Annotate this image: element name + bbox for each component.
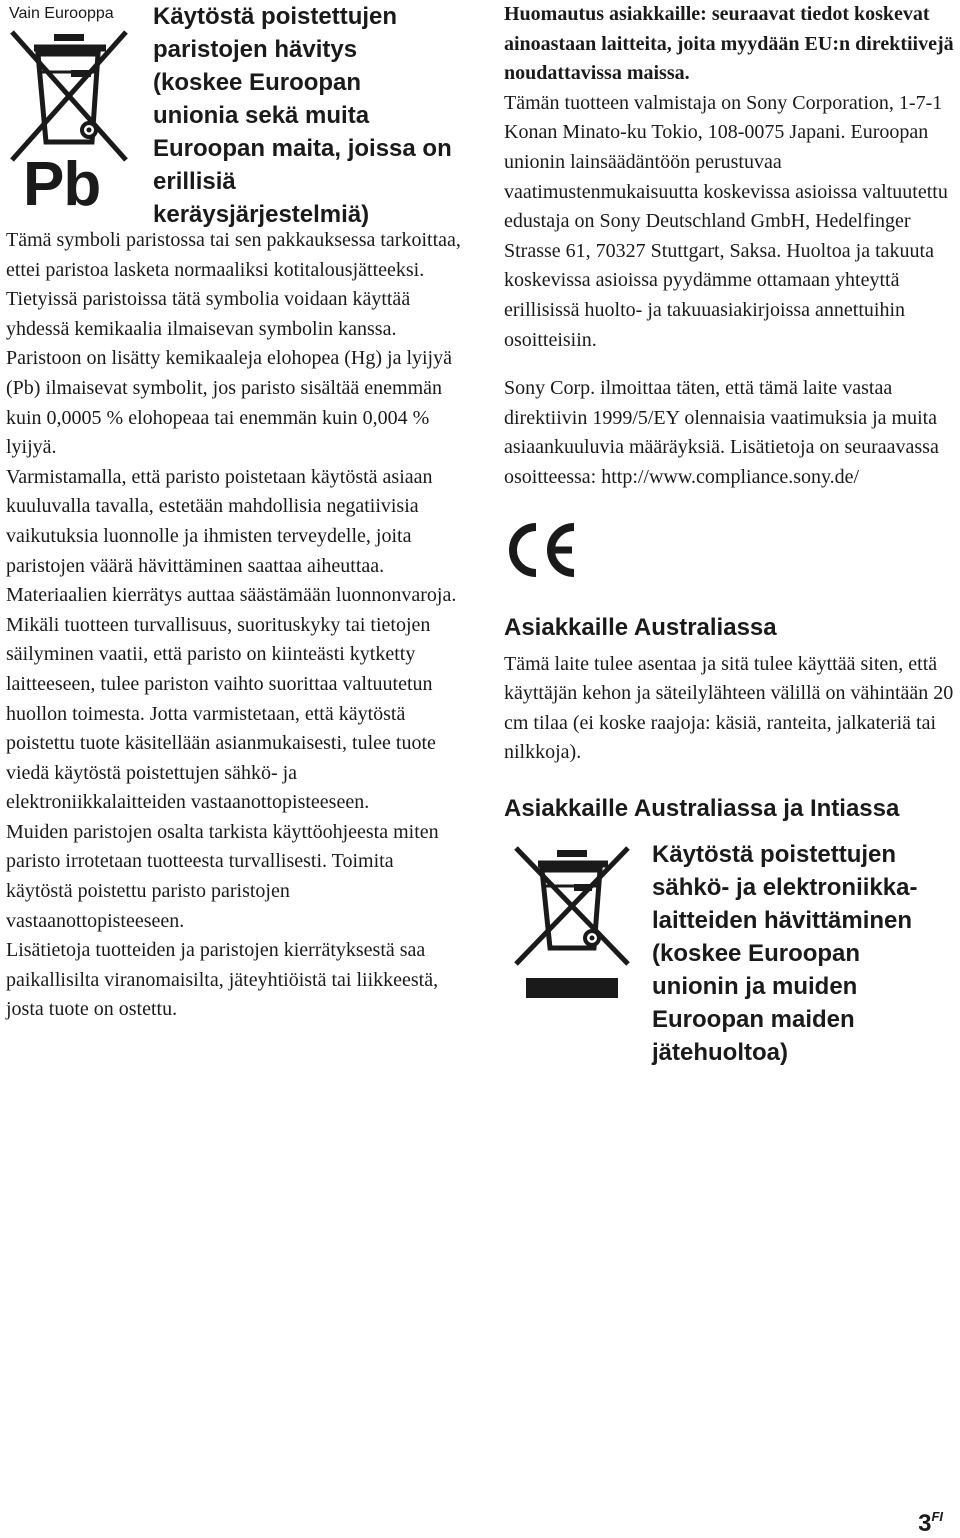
australia-india-heading: Asiakkaille Australiassa ja Intiassa <box>504 794 900 822</box>
eu-notice-heading: Huomautus asiakkaille: seuraavat tiedot koskevat ainoastaan laitteita, joita myydään EU:n direktiivejä noudattavissa maissa. <box>504 3 954 85</box>
paragraph: Tämä symboli paristossa tai sen pakkauksessa tarkoittaa, ettei paristoa lasketa normaaliksi kotitalousjätteeksi. <box>6 229 461 281</box>
australia-heading: Asiakkaille Australiassa <box>504 613 777 641</box>
declaration-text: Sony Corp. ilmoittaa täten, että tämä laite vastaa direktiivin 1999/5/EY olennaisia vaatimuksia ja muita asiaankuuluvia määräyksiä. Lisätietoja on seuraavassa osoitteessa: http://www.compliance.sony.de/ <box>504 377 939 488</box>
paragraph: Muiden paristojen osalta tarkista käyttöohjeesta miten paristo irrotetaan tuotteesta turvallisesti. Toimita käytöstä poistettu paristo paristojen vastaanottopisteeseen. <box>6 820 439 932</box>
weee-bin-icon <box>512 844 632 1004</box>
battery-disposal-heading: Käytöstä poistettujen paristojen hävitys (koskee Euroopan unionia sekä muita Euroopan maita, joissa on erillisiä keräysjärjestelmiä) <box>153 3 452 228</box>
paragraph: Mikäli tuotteen turvallisuus, suorituskyky tai tietojen säilyminen vaatii, että paristo on kiinteästi kytketty laitteeseen, tulee pariston vaihto suorittaa valtuutetun huollon toimesta. Jotta varmistetaan, että käytöstä poistettu tuote käsitellään asianmukaisesti, tulee tuote viedä käytöstä poistettujen sähkö- ja elektroniikkalaitteiden vastaanottopisteeseen. <box>6 613 436 814</box>
weee-block <box>504 838 956 1098</box>
paragraph: Tietyissä paristoissa tätä symbolia voidaan käyttää yhdessä kemikaalia ilmaisevan symbolin kanssa. Paristoon on lisätty kemikaaleja elohopea (Hg) ja lyijyä (Pb) ilmaisevat symbolit, jos paristo sisältää enemmän kuin 0,0005 % elohopeaa tai enemmän kuin 0,004 % lyijyä. <box>6 288 452 459</box>
crossed-out-bin-icon <box>8 26 130 162</box>
right-column <box>504 0 956 1098</box>
paragraph: Lisätietoja tuotteiden ja paristojen kierrätyksestä saa paikallisilta viranomaisilta, jäteyhtiöistä tai liikkeestä, josta tuote on ostettu. <box>6 939 439 1021</box>
eu-notice-body: Tämän tuotteen valmistaja on Sony Corporation, 1-7-1 Konan Minato-ku Tokio, 108-0075 Japani. Euroopan unionin lainsäädäntöön perustuvaa vaatimustenmukaisuutta koskevissa asioissa valtuutettu edustaja on Sony Deutschland GmbH, Hedelfinger Strasse 61, 70327 Stuttgart, Saksa. Huoltoa ja takuuta koskevissa asioissa pyydämme ottamaan yhteyttä erillisissä huolto- ja takuuasiakirjoissa annettuihin osoitteisiin. <box>504 91 948 351</box>
region-label: Vain Eurooppa <box>9 5 114 22</box>
left-column <box>6 226 461 1025</box>
page-number <box>918 1503 943 1538</box>
weee-disposal-heading: Käytöstä poistettujen sähkö- ja elektroniikka-laitteiden hävittäminen (koskee Euroopan unionin ja muiden Euroopan maiden jätehuoltoa) <box>652 840 918 1066</box>
lead-chemical-symbol: Pb <box>23 150 101 219</box>
page-number-value: 3 <box>918 1510 932 1537</box>
paragraph: Varmistamalla, että paristo poistetaan käytöstä asiaan kuuluvalla tavalla, estetään mahdollisia negatiivisia vaikutuksia luonnolle ja ihmisten terveydelle, joita paristojen väärä hävittäminen saattaa aiheuttaa. Materiaalien kierrätys auttaa säästämään luonnonvaroja. <box>6 465 457 607</box>
language-code: FI <box>931 1509 943 1524</box>
ce-mark-icon <box>506 523 580 577</box>
australia-body: Tämä laite tulee asentaa ja sitä tulee käyttää siten, että käyttäjän kehon ja säteilylähteen välillä on vähintään 20 cm tilaa (ei koske raajoja: käsiä, ranteita, jalkateriä tai nilkkoja). <box>504 652 954 764</box>
